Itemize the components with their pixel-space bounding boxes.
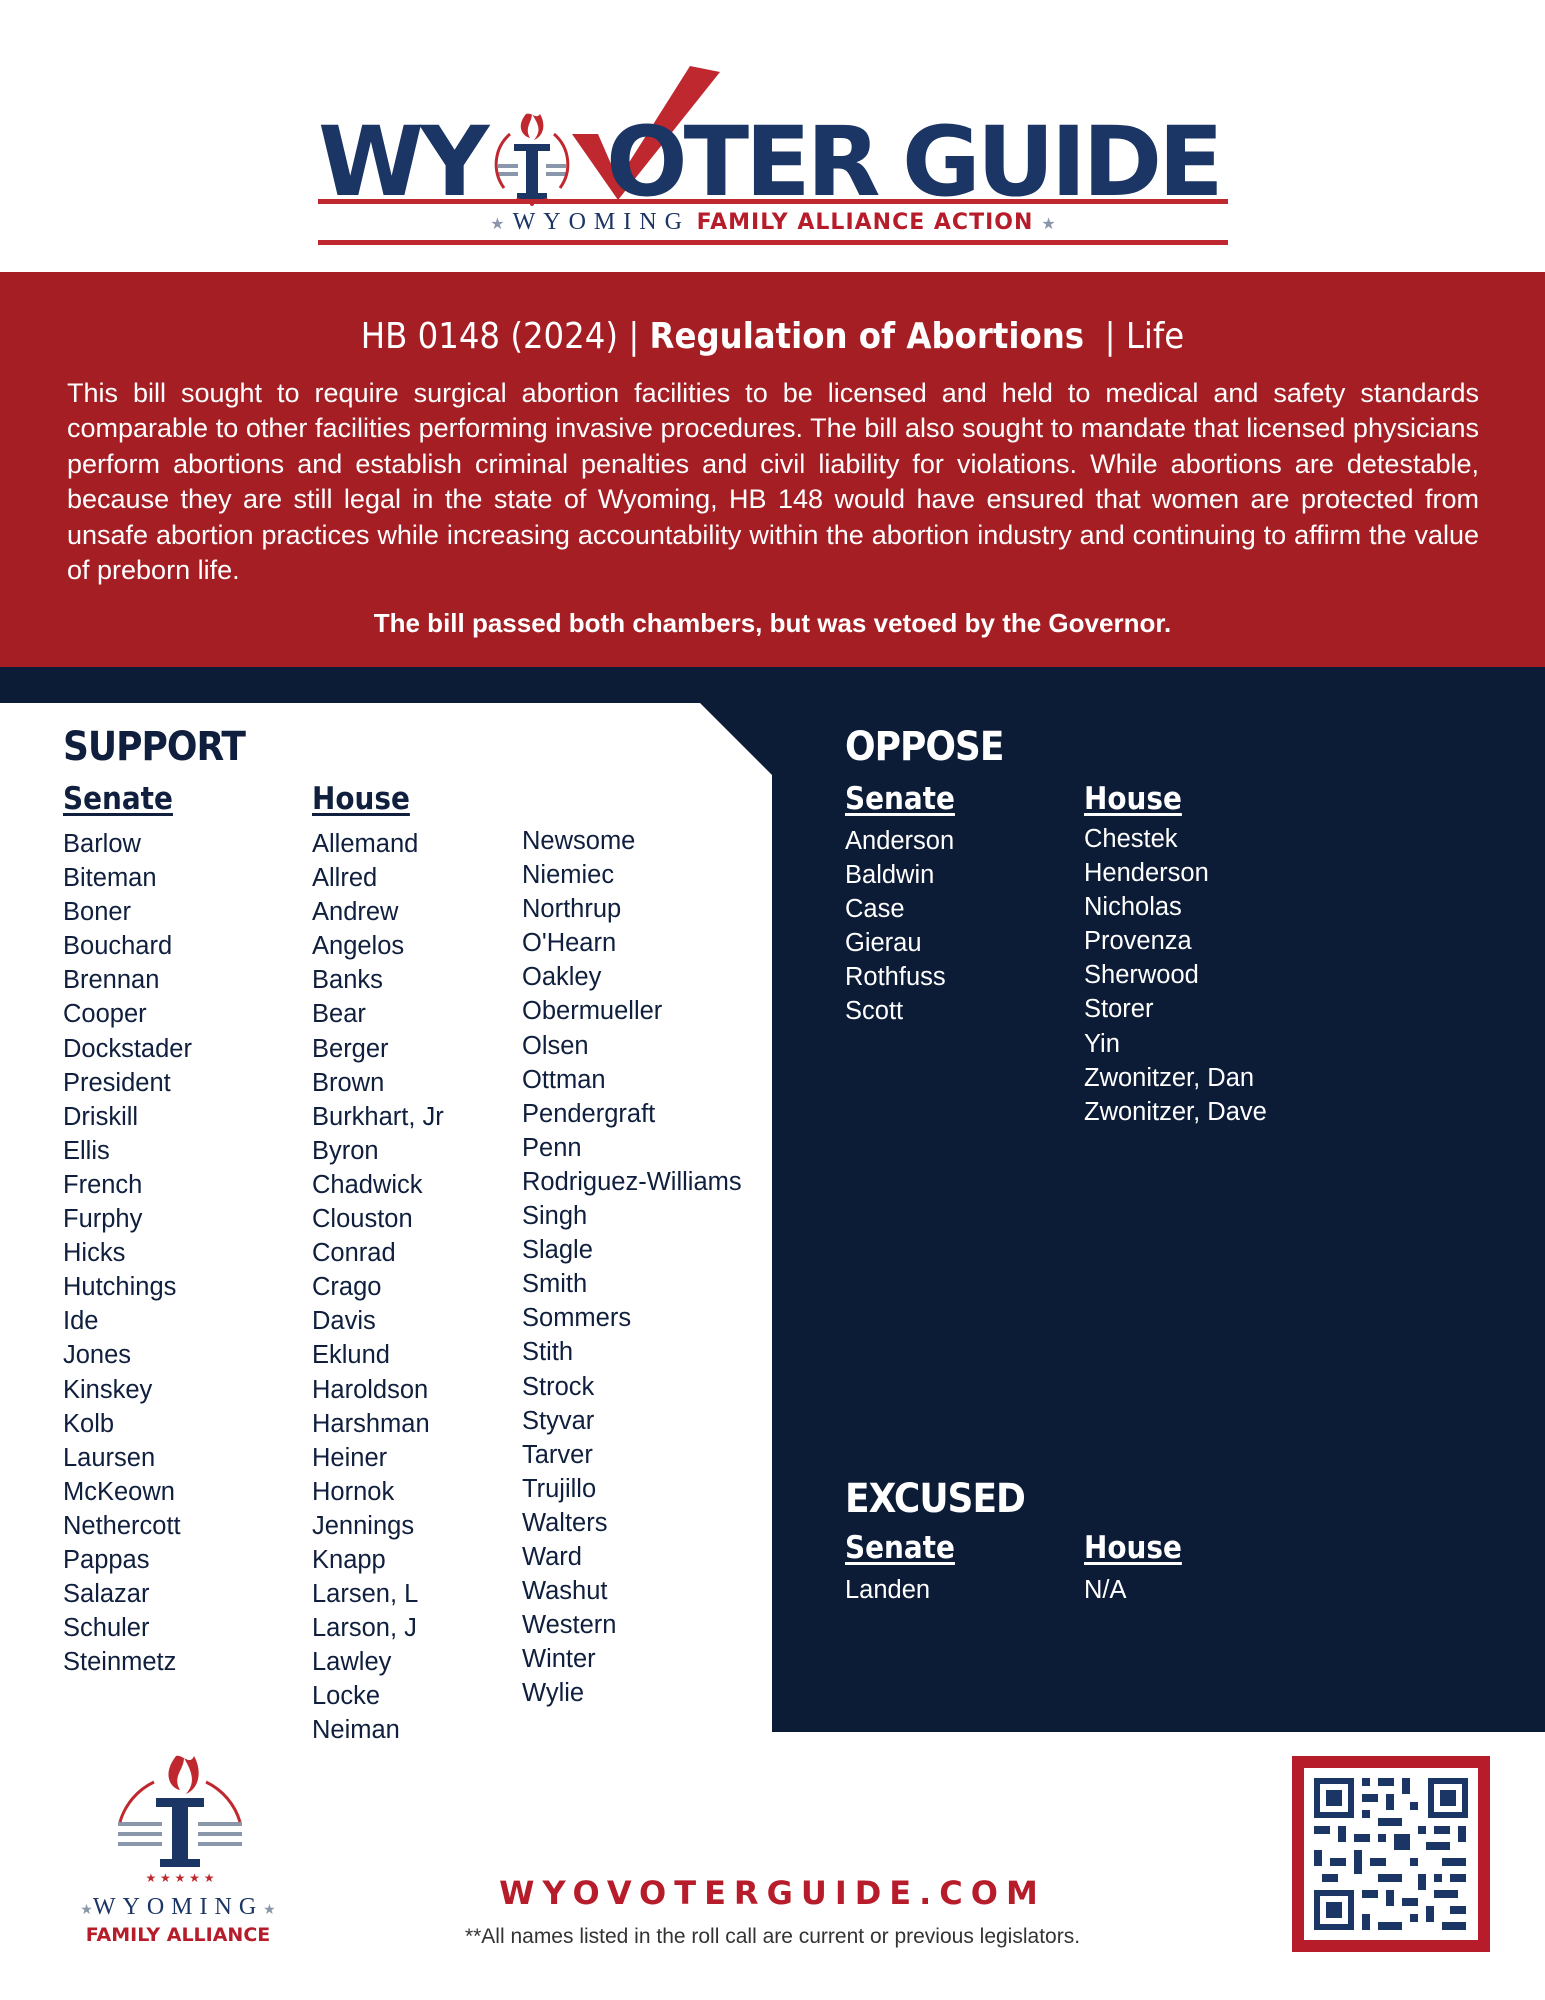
support-senate-member: Furphy xyxy=(63,1205,143,1234)
website-link[interactable]: WYOVOTERGUIDE.COM xyxy=(499,1874,1046,1912)
support-house-member: Styvar xyxy=(522,1406,595,1435)
support-house-member: Hornok xyxy=(312,1477,395,1506)
footer-logo-line2: FAMILY ALLIANCE xyxy=(85,1924,271,1946)
support-house-member: Clouston xyxy=(312,1205,413,1234)
support-house-member: Burkhart, Jr xyxy=(312,1102,444,1131)
support-house-member: Slagle xyxy=(522,1236,593,1265)
logo-wordmark-left: WY xyxy=(318,106,486,218)
support-house-member: Andrew xyxy=(312,898,399,927)
support-house-member: Ottman xyxy=(522,1065,606,1094)
support-senate-member: Laursen xyxy=(63,1443,156,1472)
footer-note: **All names listed in the roll call are current or previous legislators. xyxy=(464,1925,1081,1948)
bill-name: Regulation of Abortions xyxy=(649,316,1085,357)
support-house-member: Crago xyxy=(312,1273,382,1302)
star-icon: ★ xyxy=(490,216,505,233)
support-house-member: Bear xyxy=(312,1000,366,1029)
support-house-member: Eklund xyxy=(312,1341,390,1370)
support-senate-member: Kinskey xyxy=(63,1375,153,1404)
support-house-member: Angelos xyxy=(312,932,405,961)
support-senate-member: Ide xyxy=(63,1307,99,1336)
support-senate-member: Pappas xyxy=(63,1545,150,1574)
support-house-member: Obermueller xyxy=(522,997,663,1026)
support-house-member: Banks xyxy=(312,966,383,995)
support-house-member: Berger xyxy=(312,1034,389,1063)
support-house-member: Singh xyxy=(522,1202,588,1231)
oppose-house-member: Sherwood xyxy=(1084,961,1199,990)
oppose-senate-member: Case xyxy=(845,895,905,924)
support-house-member: Oakley xyxy=(522,963,602,992)
bill-title xyxy=(0,312,1545,362)
support-senate-member: Nethercott xyxy=(63,1511,181,1540)
support-house-heading: House xyxy=(312,781,410,817)
excused-senate-list xyxy=(845,1573,930,1607)
support-house-member: Olsen xyxy=(522,1031,589,1060)
support-senate-member: Cooper xyxy=(63,1000,147,1029)
star-icon: ★ xyxy=(80,1903,93,1918)
support-senate-member: Hicks xyxy=(63,1239,126,1268)
support-house-list-2 xyxy=(522,824,742,1710)
support-house-member: Brown xyxy=(312,1068,385,1097)
support-house-member: Trujillo xyxy=(522,1474,597,1503)
support-senate-list xyxy=(63,827,192,1679)
support-senate-member: President xyxy=(63,1068,171,1097)
support-house-member: Penn xyxy=(522,1133,582,1162)
support-senate-member: Salazar xyxy=(63,1580,150,1609)
oppose-house-member: Yin xyxy=(1084,1029,1120,1058)
support-senate-member: Biteman xyxy=(63,864,157,893)
oppose-house-member: Zwonitzer, Dave xyxy=(1084,1097,1267,1126)
support-senate-member: Driskill xyxy=(63,1102,139,1131)
oppose-house-heading: House xyxy=(1084,781,1182,817)
oppose-house-member: Henderson xyxy=(1084,859,1209,888)
support-house-member: Strock xyxy=(522,1372,595,1401)
logo-subtitle xyxy=(318,207,1228,240)
oppose-senate-member: Gierau xyxy=(845,929,922,958)
excused-house-list xyxy=(1084,1573,1127,1607)
oppose-senate-member: Baldwin xyxy=(845,861,935,890)
support-senate-member: Schuler xyxy=(63,1614,150,1643)
support-house-member: Larsen, L xyxy=(312,1580,419,1609)
oppose-senate-member: Scott xyxy=(845,997,904,1026)
support-senate-member: Boner xyxy=(63,898,132,927)
category-separator: | xyxy=(1104,316,1116,357)
bill-category: Life xyxy=(1125,316,1185,357)
support-house-member: O'Hearn xyxy=(522,929,617,958)
support-house-member: Neiman xyxy=(312,1716,400,1745)
support-house-member: Washut xyxy=(522,1577,608,1606)
svg-text:★ ★ ★ ★ ★: ★ ★ ★ ★ ★ xyxy=(145,1871,215,1885)
support-house-member: Rodriguez-Williams xyxy=(522,1167,742,1196)
support-house-member: Jennings xyxy=(312,1511,415,1540)
support-house-member: Western xyxy=(522,1611,617,1640)
logo-wordmark xyxy=(318,102,1228,222)
support-house-member: Northrup xyxy=(522,895,622,924)
support-house-member: Winter xyxy=(522,1645,596,1674)
support-house-member: Chadwick xyxy=(312,1170,423,1199)
bill-banner xyxy=(0,272,1545,667)
title-separator: | xyxy=(628,316,640,357)
support-house-member: Conrad xyxy=(312,1239,396,1268)
support-house-member: Knapp xyxy=(312,1545,386,1574)
support-house-member: Davis xyxy=(312,1307,376,1336)
support-title: SUPPORT xyxy=(63,724,245,770)
support-house-member: Byron xyxy=(312,1136,379,1165)
support-house-member: Niemiec xyxy=(522,861,615,890)
logo-rule-bottom xyxy=(318,240,1228,245)
support-senate-heading: Senate xyxy=(63,781,173,817)
support-senate-member: McKeown xyxy=(63,1477,175,1506)
oppose-house-member: Nicholas xyxy=(1084,893,1182,922)
support-senate-member: Barlow xyxy=(63,830,141,858)
support-senate-member: Steinmetz xyxy=(63,1648,177,1677)
oppose-senate-heading: Senate xyxy=(845,781,955,817)
support-senate-member: Jones xyxy=(63,1341,132,1370)
support-senate-member: Ellis xyxy=(63,1136,110,1165)
torch-emblem-icon xyxy=(58,1748,298,1888)
oppose-house-member: Chestek xyxy=(1084,825,1178,853)
support-house-member: Allred xyxy=(312,864,378,893)
excused-house-heading: House xyxy=(1084,1530,1182,1566)
bill-description: This bill sought to require surgical abortion facilities to be licensed and held to medical and safety standards comparable to other facilities performing invasive procedures. The bill also sought to mandate that licensed physicians perform abortions and establish criminal penalties and civil liability for violations. While abortions are detestable, because they are still legal in the state of Wyoming, HB 148 would have ensured that women are protected from unsafe abortion practices while increasing accountability within the abortion industry and continuing to affirm the value of preborn life. xyxy=(67,378,1479,586)
support-house-member: Walters xyxy=(522,1508,608,1537)
star-icon: ★ xyxy=(1041,216,1056,233)
support-house-member: Harshman xyxy=(312,1409,430,1438)
logo-wordmark-mid: OTER xyxy=(606,106,877,218)
logo-wordmark-right: GUIDE xyxy=(902,106,1220,218)
excused-senate-member: Landen xyxy=(845,1576,931,1604)
support-senate-member: Hutchings xyxy=(63,1273,177,1302)
oppose-house-member: Storer xyxy=(1084,995,1154,1024)
support-house-member: Allemand xyxy=(312,830,419,858)
support-house-member: Heiner xyxy=(312,1443,388,1472)
support-house-member: Sommers xyxy=(522,1304,632,1333)
support-senate-member: Kolb xyxy=(63,1409,115,1438)
support-house-member: Tarver xyxy=(522,1440,593,1469)
footer-logo-line1: WYOMING xyxy=(92,1894,264,1920)
support-house-member: Smith xyxy=(522,1270,588,1299)
oppose-house-member: Zwonitzer, Dan xyxy=(1084,1063,1255,1092)
voter-guide-logo xyxy=(318,62,1228,247)
support-house-member: Ward xyxy=(522,1542,582,1571)
star-icon: ★ xyxy=(263,1903,276,1918)
support-senate-member: Bouchard xyxy=(63,932,173,961)
logo-subtitle-left: WYOMING xyxy=(512,209,690,235)
support-house-list-1 xyxy=(312,827,444,1748)
support-house-member: Stith xyxy=(522,1338,574,1367)
support-house-member: Locke xyxy=(312,1682,381,1711)
excused-house-member: N/A xyxy=(1084,1576,1127,1604)
support-house-member: Newsome xyxy=(522,827,636,855)
excused-senate-heading: Senate xyxy=(845,1530,955,1566)
oppose-senate-member: Anderson xyxy=(845,827,955,855)
support-house-member: Pendergraft xyxy=(522,1099,656,1128)
bill-result: The bill passed both chambers, but was vetoed by the Governor. xyxy=(373,608,1172,638)
support-senate-member: Brennan xyxy=(63,966,160,995)
oppose-title: OPPOSE xyxy=(845,724,1004,770)
support-house-member: Lawley xyxy=(312,1648,392,1677)
bill-number: HB 0148 (2024) xyxy=(360,316,619,357)
support-house-member: Wylie xyxy=(522,1679,585,1708)
excused-title: EXCUSED xyxy=(845,1476,1025,1522)
logo-subtitle-right: FAMILY ALLIANCE ACTION xyxy=(696,210,1034,235)
qr-code-icon[interactable] xyxy=(1292,1756,1490,1952)
support-senate-member: French xyxy=(63,1170,143,1199)
oppose-house-member: Provenza xyxy=(1084,927,1192,956)
support-house-member: Haroldson xyxy=(312,1375,429,1404)
support-house-member: Larson, J xyxy=(312,1614,417,1643)
oppose-senate-member: Rothfuss xyxy=(845,963,946,992)
oppose-senate-list xyxy=(845,824,954,1029)
oppose-house-list xyxy=(1084,822,1267,1129)
support-senate-member: Dockstader xyxy=(63,1034,192,1063)
